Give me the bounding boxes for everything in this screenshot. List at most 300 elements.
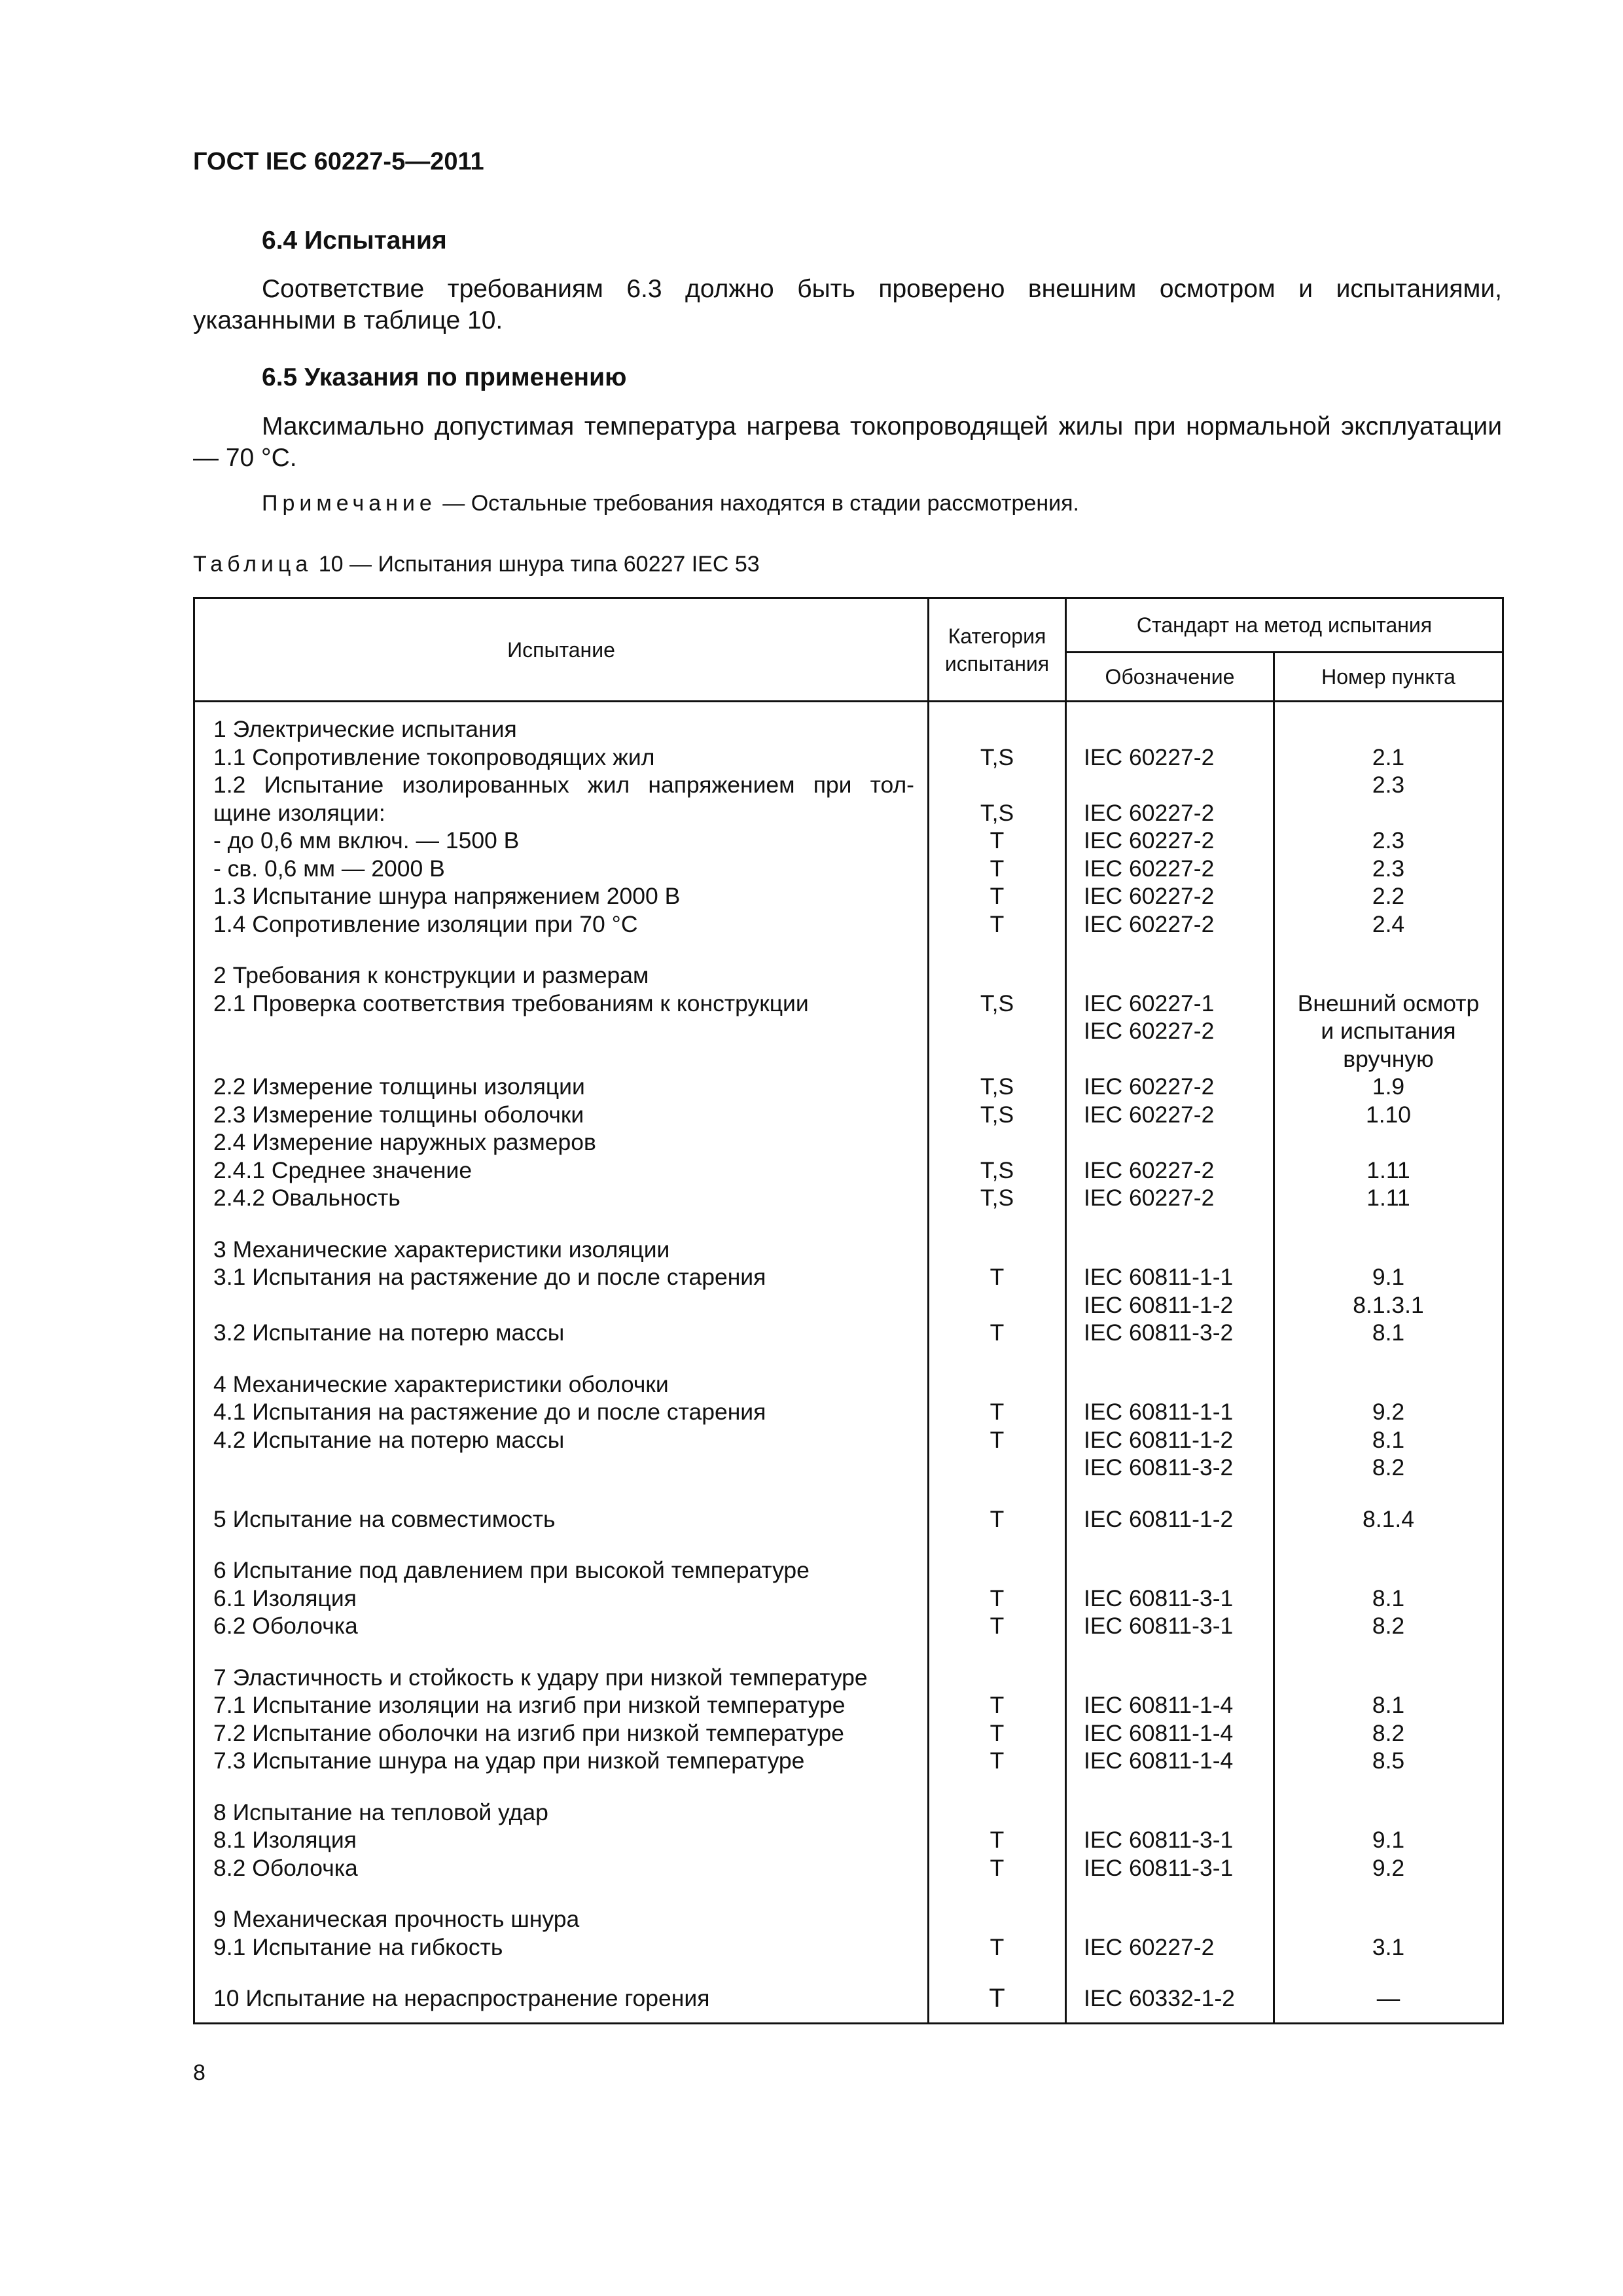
clause-text: 2.4	[1372, 910, 1405, 937]
test-name-text: 9 Механическая прочность шнура	[213, 1906, 580, 1932]
clause-text: 8.5	[1372, 1748, 1405, 1774]
standard-text: IEC 60811-1-4	[1084, 1719, 1234, 1746]
test-name-cell	[194, 1905, 929, 1933]
category-cell	[929, 1184, 1066, 1212]
standard-cell	[1066, 882, 1274, 910]
category-text: Т,S	[980, 1101, 1014, 1128]
test-name-cell	[194, 1319, 929, 1347]
test-name-text: 7 Эластичность и стойкость к удару при низкой температуре	[213, 1664, 868, 1691]
category-cell	[929, 938, 1066, 961]
category-cell	[929, 1533, 1066, 1556]
test-name-cell	[194, 1073, 929, 1101]
category-text: Т	[990, 1692, 1005, 1718]
clause-cell	[1274, 799, 1503, 827]
clause-text: 8.1	[1372, 1426, 1405, 1453]
category-cell	[929, 1101, 1066, 1129]
standard-cell	[1066, 1556, 1274, 1585]
category-cell	[929, 1905, 1066, 1933]
test-name-cell	[194, 799, 929, 827]
category-cell	[929, 961, 1066, 990]
clause-text: 1.10	[1365, 1101, 1412, 1128]
test-name-text: - св. 0,6 мм — 2000 В	[213, 855, 445, 882]
test-name-cell	[194, 1984, 929, 2023]
standard-cell	[1066, 744, 1274, 772]
table-row	[194, 1157, 1503, 1185]
category-text: Т	[990, 883, 1005, 909]
standard-text: IEC 60811-1-1	[1084, 1264, 1234, 1290]
clause-cell	[1274, 855, 1503, 883]
category-cell	[929, 1212, 1066, 1236]
test-name-cell	[194, 1585, 929, 1613]
test-name-text: 9.1 Испытание на гибкость	[213, 1933, 503, 1960]
category-text: Т	[990, 1748, 1005, 1774]
clause-cell	[1274, 1775, 1503, 1799]
test-name-text: 6.2 Оболочка	[213, 1613, 358, 1639]
test-name-cell	[194, 1854, 929, 1882]
standard-cell	[1066, 1882, 1274, 1905]
category-cell	[929, 1073, 1066, 1101]
clause-text: 8.1.3.1	[1353, 1291, 1424, 1318]
category-text: Т	[990, 1426, 1005, 1453]
standard-cell	[1066, 1045, 1274, 1073]
standard-cell	[1066, 1612, 1274, 1640]
test-name-text: 7.2 Испытание оболочки на изгиб при низкой температуре	[213, 1719, 844, 1746]
clause-text: 2.2	[1372, 883, 1405, 909]
test-name-text: 5 Испытание на совместимость	[213, 1505, 556, 1532]
standard-text: IEC 60227-1	[1084, 990, 1215, 1016]
test-name-cell	[194, 855, 929, 883]
section-6-4-text: Соответствие требованиям 6.3 должно быть проверено внешним осмотром и испытаниями, указанными в таблице 10.	[193, 275, 1502, 334]
test-name-cell	[194, 1826, 929, 1854]
category-text: Т	[990, 910, 1005, 937]
clause-cell	[1274, 1691, 1503, 1719]
standard-cell	[1066, 1505, 1274, 1534]
standard-text: IEC 60811-3-1	[1084, 1613, 1234, 1639]
test-name-cell	[194, 1556, 929, 1585]
table-row	[194, 1826, 1503, 1854]
category-cell	[929, 1128, 1066, 1157]
clause-cell	[1274, 1073, 1503, 1101]
category-text: Т	[990, 1505, 1005, 1532]
note-label: Примечание	[262, 491, 437, 516]
category-text: Т	[989, 1984, 1005, 2013]
standard-cell	[1066, 1664, 1274, 1692]
test-name-cell	[194, 1691, 929, 1719]
category-text: Т	[990, 1399, 1005, 1425]
table-spacer-row	[194, 1640, 1503, 1664]
category-cell	[929, 1799, 1066, 1827]
test-name-text: 8.2 Оболочка	[213, 1854, 358, 1881]
clause-cell	[1274, 1533, 1503, 1556]
clause-cell	[1274, 1961, 1503, 1984]
table-spacer-row	[194, 1775, 1503, 1799]
test-name-text: 3 Механические характеристики изоляции	[213, 1236, 670, 1263]
standard-text: IEC 60811-3-1	[1084, 1854, 1234, 1881]
clause-text: 9.2	[1372, 1399, 1405, 1425]
clause-cell	[1274, 1017, 1503, 1045]
standard-text: IEC 60811-1-4	[1084, 1748, 1234, 1774]
clause-text: 1.11	[1366, 1157, 1410, 1183]
clause-cell	[1274, 1984, 1503, 2023]
table-row	[194, 1398, 1503, 1426]
clause-cell	[1274, 1184, 1503, 1212]
standard-text: IEC 60227-2	[1084, 855, 1215, 882]
table-row	[194, 1017, 1503, 1045]
clause-text: —	[1376, 1985, 1400, 2011]
table-spacer-row	[194, 1533, 1503, 1556]
test-name-text: 4.2 Испытание на потерю массы	[213, 1426, 565, 1453]
clause-cell	[1274, 1933, 1503, 1962]
standard-text: IEC 60811-3-1	[1084, 1585, 1234, 1611]
test-name-text: 2.4 Измерение наружных размеров	[213, 1129, 596, 1155]
standard-cell	[1066, 702, 1274, 744]
table-spacer-row	[194, 1347, 1503, 1371]
category-cell	[929, 1157, 1066, 1185]
category-cell	[929, 1826, 1066, 1854]
table-spacer-row	[194, 938, 1503, 961]
clause-text: 3.1	[1372, 1933, 1405, 1960]
category-cell	[929, 1854, 1066, 1882]
standard-cell	[1066, 1585, 1274, 1613]
category-text: Т	[990, 827, 1005, 853]
standard-cell	[1066, 1371, 1274, 1399]
test-name-text: 2.1 Проверка соответствия требованиям к конструкции	[213, 990, 809, 1016]
clause-cell	[1274, 938, 1503, 961]
standard-cell	[1066, 1073, 1274, 1101]
clause-cell	[1274, 702, 1503, 744]
test-name-cell	[194, 1398, 929, 1426]
test-name-text: 4.1 Испытания на растяжение до и после старения	[213, 1399, 766, 1425]
test-name-cell	[194, 961, 929, 990]
standard-text: IEC 60811-1-2	[1084, 1426, 1234, 1453]
table-spacer-row	[194, 1961, 1503, 1984]
test-name-text: 1.2 Испытание изолированных жил напряжением при тол-	[213, 772, 914, 798]
category-cell	[929, 1454, 1066, 1482]
test-name-cell	[194, 1505, 929, 1534]
test-name-cell	[194, 1371, 929, 1399]
clause-text: 2.3	[1372, 827, 1405, 853]
clause-cell	[1274, 1398, 1503, 1426]
table-row	[194, 990, 1503, 1018]
standard-text: IEC 60227-2	[1084, 744, 1215, 770]
section-6-5-text: Максимально допустимая температура нагрева токопроводящей жилы при нормальной эксплуатации — 70 °С.	[193, 412, 1502, 472]
clause-cell	[1274, 1482, 1503, 1505]
test-name-text: 2.2 Измерение толщины изоляции	[213, 1073, 585, 1100]
table-row	[194, 1454, 1503, 1482]
standard-cell	[1066, 1319, 1274, 1347]
category-cell	[929, 1691, 1066, 1719]
test-name-cell	[194, 1236, 929, 1264]
category-cell	[929, 1775, 1066, 1799]
page-number: 8	[193, 2060, 205, 2085]
clause-text: Внешний осмотр	[1297, 990, 1480, 1016]
test-name-text: 2.4.2 Овальность	[213, 1185, 401, 1211]
category-cell	[929, 1263, 1066, 1291]
clause-cell	[1274, 1291, 1503, 1319]
category-cell	[929, 1664, 1066, 1692]
test-name-text: 2 Требования к конструкции и размерам	[213, 962, 649, 988]
clause-cell	[1274, 1664, 1503, 1692]
table-row	[194, 771, 1503, 799]
test-name-text: 1.3 Испытание шнура напряжением 2000 В	[213, 883, 681, 909]
test-name-text: 6 Испытание под давлением при высокой температуре	[213, 1557, 810, 1583]
standard-text: IEC 60227-2	[1084, 910, 1215, 937]
test-name-cell	[194, 1454, 929, 1482]
table-row	[194, 1664, 1503, 1692]
category-cell	[929, 1585, 1066, 1613]
standard-cell	[1066, 1128, 1274, 1157]
table-row	[194, 1984, 1503, 2023]
note-text: — Остальные требования находятся в стадии рассмотрения.	[436, 491, 1079, 516]
category-cell	[929, 1236, 1066, 1264]
standard-text: IEC 60227-2	[1084, 1018, 1215, 1044]
table-row	[194, 1585, 1503, 1613]
standard-cell	[1066, 799, 1274, 827]
standard-text: IEC 60811-1-2	[1084, 1505, 1234, 1532]
clause-cell	[1274, 1505, 1503, 1534]
clause-cell	[1274, 1212, 1503, 1236]
standard-cell	[1066, 827, 1274, 855]
clause-cell	[1274, 1128, 1503, 1157]
category-text: Т	[990, 1719, 1005, 1746]
category-cell	[929, 702, 1066, 744]
test-name-text: 7.3 Испытание шнура на удар при низкой температуре	[213, 1748, 805, 1774]
clause-cell	[1274, 1854, 1503, 1882]
table-row	[194, 1933, 1503, 1962]
table-row	[194, 1799, 1503, 1827]
test-name-text: 8.1 Изоляция	[213, 1827, 357, 1853]
clause-text: 2.1	[1372, 744, 1405, 770]
standard-cell	[1066, 1236, 1274, 1264]
standard-text: IEC 60811-3-2	[1084, 1319, 1234, 1346]
table-row	[194, 1612, 1503, 1640]
header-test: Испытание	[194, 598, 929, 702]
standard-cell	[1066, 961, 1274, 990]
table-spacer-row	[194, 1882, 1503, 1905]
table-row	[194, 961, 1503, 990]
test-name-text: 2.3 Измерение толщины оболочки	[213, 1101, 584, 1128]
standard-cell	[1066, 1426, 1274, 1454]
clause-cell	[1274, 1882, 1503, 1905]
test-name-cell	[194, 1017, 929, 1045]
clause-cell	[1274, 1101, 1503, 1129]
standard-cell	[1066, 1101, 1274, 1129]
table-row	[194, 1236, 1503, 1264]
test-name-cell	[194, 1128, 929, 1157]
table-row	[194, 1263, 1503, 1291]
clause-cell	[1274, 1799, 1503, 1827]
category-text: Т,S	[980, 799, 1014, 826]
clause-cell	[1274, 1426, 1503, 1454]
clause-text: 9.1	[1372, 1827, 1405, 1853]
standard-cell	[1066, 1263, 1274, 1291]
standard-cell	[1066, 1854, 1274, 1882]
test-name-cell	[194, 1291, 929, 1319]
category-cell	[929, 1371, 1066, 1399]
clause-cell	[1274, 1640, 1503, 1664]
clause-text: 8.2	[1372, 1454, 1405, 1480]
category-cell	[929, 1882, 1066, 1905]
test-name-cell	[194, 1533, 929, 1556]
table-caption	[193, 552, 760, 577]
category-cell	[929, 1482, 1066, 1505]
standard-cell	[1066, 1799, 1274, 1827]
section-6-4-heading: 6.4 Испытания	[262, 226, 447, 255]
category-cell	[929, 1556, 1066, 1585]
category-cell	[929, 1426, 1066, 1454]
test-name-text: 7.1 Испытание изоляции на изгиб при низкой температуре	[213, 1692, 846, 1718]
clause-cell	[1274, 1454, 1503, 1482]
document-code: ГОСТ IEC 60227-5—2011	[193, 148, 484, 175]
test-name-text: 1.4 Сопротивление изоляции при 70 °С	[213, 910, 638, 937]
clause-text: 8.1	[1372, 1585, 1405, 1611]
standard-cell	[1066, 1640, 1274, 1664]
test-name-cell	[194, 1882, 929, 1905]
test-name-cell	[194, 1961, 929, 1984]
clause-cell	[1274, 1585, 1503, 1613]
category-cell	[929, 910, 1066, 939]
category-text: Т	[990, 855, 1005, 882]
clause-text: 8.2	[1372, 1719, 1405, 1746]
table-row	[194, 1505, 1503, 1534]
clause-cell	[1274, 1236, 1503, 1264]
category-cell	[929, 1505, 1066, 1534]
category-cell	[929, 1984, 1066, 2023]
clause-text: 8.1	[1372, 1319, 1405, 1346]
clause-cell	[1274, 744, 1503, 772]
test-name-text: 1.1 Сопротивление токопроводящих жил	[213, 744, 655, 770]
table-row	[194, 910, 1503, 939]
category-cell	[929, 1933, 1066, 1962]
standard-text: IEC 60227-2	[1084, 799, 1215, 826]
clause-text: и испытания	[1321, 1018, 1456, 1044]
table-spacer-row	[194, 1482, 1503, 1505]
clause-cell	[1274, 1371, 1503, 1399]
category-cell	[929, 1719, 1066, 1748]
category-text: Т	[990, 1613, 1005, 1639]
clause-cell	[1274, 1347, 1503, 1371]
table-row	[194, 702, 1503, 744]
category-cell	[929, 771, 1066, 799]
standard-cell	[1066, 1984, 1274, 2023]
table-caption-label: Таблица	[193, 552, 313, 577]
table-caption-text: 10 — Испытания шнура типа 60227 IEC 53	[312, 552, 760, 577]
category-cell	[929, 1045, 1066, 1073]
header-clause: Номер пункта	[1274, 653, 1503, 702]
category-text: Т	[990, 1854, 1005, 1881]
category-cell	[929, 744, 1066, 772]
standard-text: IEC 60227-2	[1084, 827, 1215, 853]
clause-cell	[1274, 827, 1503, 855]
standard-cell	[1066, 990, 1274, 1018]
standard-text: IEC 60811-1-2	[1084, 1291, 1234, 1318]
test-name-text: 4 Механические характеристики оболочки	[213, 1371, 669, 1397]
category-text: Т	[990, 1933, 1005, 1960]
clause-text: 9.2	[1372, 1854, 1405, 1881]
category-cell	[929, 855, 1066, 883]
section-6-5-heading: 6.5 Указания по применению	[262, 363, 627, 391]
test-name-cell	[194, 1719, 929, 1748]
table-spacer-row	[194, 1212, 1503, 1236]
standard-text: IEC 60811-3-2	[1084, 1454, 1234, 1480]
category-cell	[929, 1612, 1066, 1640]
test-name-cell	[194, 1426, 929, 1454]
clause-cell	[1274, 882, 1503, 910]
clause-cell	[1274, 1045, 1503, 1073]
test-name-cell	[194, 1045, 929, 1073]
clause-text: вручную	[1343, 1045, 1434, 1072]
clause-text: 2.3	[1372, 772, 1405, 798]
standard-text: IEC 60227-2	[1084, 883, 1215, 909]
test-name-cell	[194, 1775, 929, 1799]
test-name-text: 6.1 Изоляция	[213, 1585, 357, 1611]
standard-cell	[1066, 1826, 1274, 1854]
table-row	[194, 799, 1503, 827]
category-text: Т	[990, 1827, 1005, 1853]
table-row	[194, 1854, 1503, 1882]
category-cell	[929, 1747, 1066, 1775]
category-cell	[929, 990, 1066, 1018]
standard-cell	[1066, 1961, 1274, 1984]
test-name-cell	[194, 1799, 929, 1827]
test-name-cell	[194, 938, 929, 961]
standard-cell	[1066, 855, 1274, 883]
test-name-cell	[194, 910, 929, 939]
table-row	[194, 1719, 1503, 1748]
category-cell	[929, 1347, 1066, 1371]
standard-cell	[1066, 1905, 1274, 1933]
test-name-cell	[194, 702, 929, 744]
test-name-text: 10 Испытание на нераспространение горения	[213, 1985, 710, 2011]
test-name-cell	[194, 990, 929, 1018]
standard-text: IEC 60227-2	[1084, 1933, 1215, 1960]
clause-cell	[1274, 1719, 1503, 1748]
table-row	[194, 1371, 1503, 1399]
table-row	[194, 882, 1503, 910]
clause-cell	[1274, 771, 1503, 799]
note	[262, 491, 1079, 516]
clause-cell	[1274, 1319, 1503, 1347]
clause-text: 1.11	[1366, 1185, 1410, 1211]
standard-text: IEC 60227-2	[1084, 1157, 1215, 1183]
tests-table	[193, 597, 1504, 2024]
test-name-cell	[194, 1640, 929, 1664]
clause-text: 9.1	[1372, 1264, 1405, 1290]
table-row	[194, 1905, 1503, 1933]
category-text: Т,S	[980, 1073, 1014, 1100]
standard-cell	[1066, 1691, 1274, 1719]
table-row	[194, 1556, 1503, 1585]
category-cell	[929, 1017, 1066, 1045]
test-name-cell	[194, 882, 929, 910]
header-designation: Обозначение	[1066, 653, 1274, 702]
table-body	[194, 702, 1503, 2024]
table-row	[194, 1319, 1503, 1347]
clause-cell	[1274, 990, 1503, 1018]
test-name-cell	[194, 827, 929, 855]
category-text: Т,S	[980, 1185, 1014, 1211]
test-name-text: - до 0,6 мм включ. — 1500 В	[213, 827, 520, 853]
header-standard: Стандарт на метод испытания	[1066, 598, 1503, 653]
standard-text: IEC 60227-2	[1084, 1101, 1215, 1128]
test-name-cell	[194, 1347, 929, 1371]
test-name-text: щине изоляции:	[213, 799, 385, 826]
test-name-cell	[194, 1101, 929, 1129]
standard-text: IEC 60811-1-4	[1084, 1692, 1234, 1718]
standard-cell	[1066, 1398, 1274, 1426]
test-name-cell	[194, 1263, 929, 1291]
standard-text: IEC 60811-3-1	[1084, 1827, 1234, 1853]
